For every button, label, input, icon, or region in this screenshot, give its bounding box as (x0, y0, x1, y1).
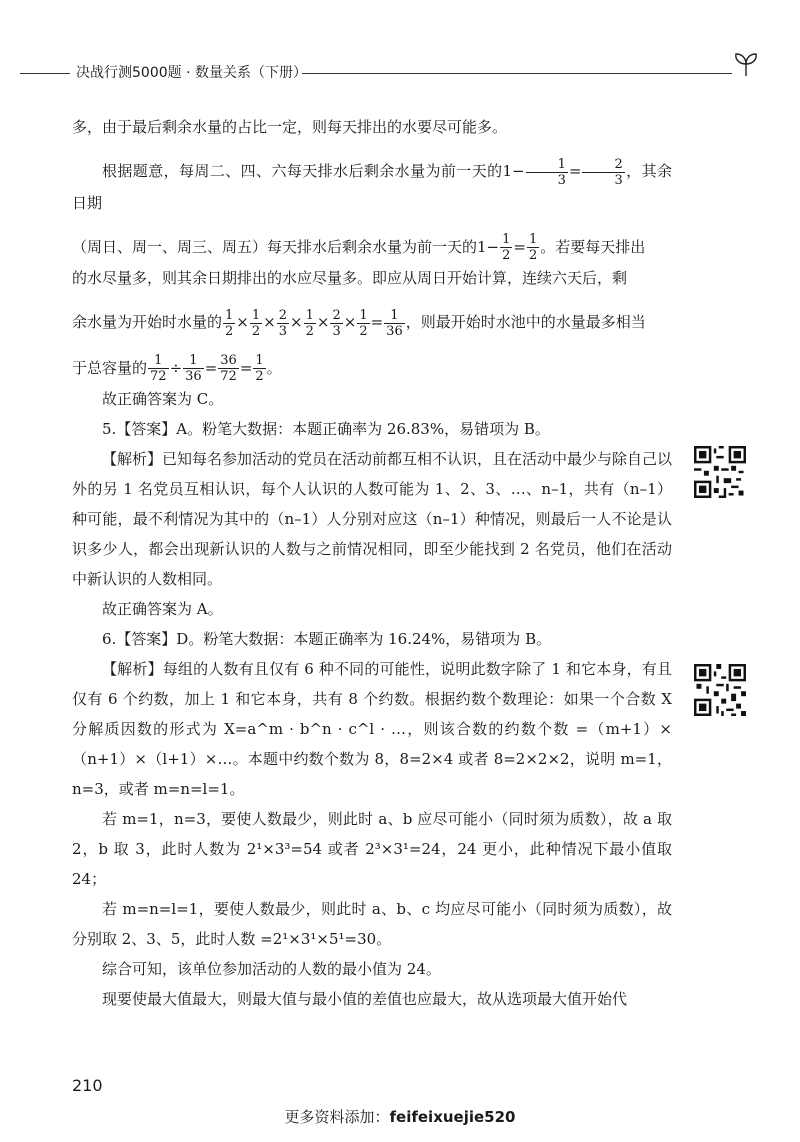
text-line: 若 m=1，n=3，要使人数最少，则此时 a、b 应尽可能小（同时须为质数），故 a 取 2，b 取 3，此时人数为 2¹×3³=54 或者 2³×3¹=24，24 更小，此种情况下最小值取 24； (72, 810, 672, 888)
denominator: 2 (251, 323, 261, 339)
page-number: 210 (72, 1076, 103, 1095)
answer-line: 5.【答案】A。粉笔大数据：本题正确率为 26.83%，易错项为 B。 (102, 420, 550, 438)
numerator: 1 (225, 307, 234, 323)
numerator: 1 (502, 232, 511, 247)
footer-note (0, 1106, 800, 1127)
numerator: 2 (278, 307, 288, 323)
text-line (72, 353, 672, 385)
fraction (500, 232, 512, 263)
math-text: × (343, 313, 357, 331)
fraction (277, 308, 289, 339)
text-span: 。 (266, 358, 282, 377)
text-line: 多，由于最后剩余水量的占比一定，则每天排出的水要尽可能多。 (72, 118, 508, 136)
denominator: 36 (386, 323, 403, 339)
text-line: 综合可知，该单位参加活动的人数的最小值为 24。 (102, 960, 441, 978)
fraction (148, 353, 169, 384)
fraction (218, 353, 239, 384)
numerator: 1 (384, 308, 405, 324)
denominator: 2 (305, 323, 314, 339)
denominator: 72 (220, 369, 237, 384)
numerator: 1 (255, 353, 264, 368)
math-text: 1− (477, 237, 500, 256)
math-text: = (239, 358, 253, 377)
answer-line: 6.【答案】D。粉笔大数据：本题正确率为 16.24%，易错项为 B。 (102, 630, 552, 648)
numerator: 2 (582, 157, 624, 173)
math-text: × (316, 313, 330, 331)
header-rule-left (20, 73, 70, 74)
numerator: 36 (220, 353, 237, 368)
math-text: × (290, 313, 303, 331)
numerator: 1 (359, 307, 368, 323)
text-line: 现要使最大值最大，则最大值与最小值的差值也应最大，故从选项最大值开始代 (102, 990, 628, 1008)
fraction (223, 308, 235, 339)
math-text: × (236, 313, 249, 331)
math-text: 1− (502, 162, 525, 180)
footer-handle: feifeixuejie520 (389, 1108, 516, 1126)
math-text: ÷ (169, 358, 183, 377)
denominator: 2 (255, 369, 264, 384)
denominator: 2 (225, 323, 234, 339)
text-span: 余水量为开始时水量的 (72, 313, 223, 331)
footer-prefix: 更多资料添加： (284, 1108, 390, 1126)
leaf-icon (732, 52, 760, 78)
text-line (72, 232, 672, 264)
running-header (0, 60, 800, 88)
math-text: × (263, 313, 276, 331)
text-span: 。若要每天排出 (540, 237, 646, 256)
text-line (72, 156, 672, 218)
denominator: 36 (185, 369, 202, 384)
fraction (250, 308, 262, 339)
denominator: 3 (332, 323, 341, 339)
numerator: 2 (332, 307, 341, 323)
qr-code-icon[interactable] (694, 446, 746, 498)
denominator: 3 (278, 323, 288, 339)
fraction (384, 308, 405, 339)
math-text: = (513, 237, 526, 256)
numerator: 1 (148, 353, 169, 369)
page-body (72, 112, 672, 1014)
denominator: 3 (614, 172, 623, 188)
text-span: ，则最开始时水池中的水量最多相当 (405, 313, 646, 331)
text-span: 于总容量的 (72, 358, 148, 377)
numerator: 1 (183, 353, 204, 369)
fraction (253, 353, 265, 384)
fraction (304, 308, 316, 339)
math-text: = (370, 313, 384, 331)
text-span: （周日、周一、周三、周五）每天排水后剩余水量为前一天的 (72, 237, 478, 256)
qr-code-icon[interactable] (694, 664, 746, 716)
analysis-paragraph: 【解析】每组的人数有且仅有 6 种不同的可能性，说明此数字除了 1 和它本身，有且仅有 6 个约数，加上 1 和它本身，共有 8 个约数。根据约数个数理论：如果一个合数 X 分解质因数的形式为 X=a^m · b^n · c^l · …，则该合数的约数个数 =（m+1）×（n+1）×（l+1）×…。本题中约数个数为 8，8=2×4 或者 8=2×2×2，说明 m=1，n=3，或者 m=n=l=1。 (72, 660, 672, 798)
fraction (527, 232, 539, 263)
fraction (357, 308, 369, 339)
fraction (526, 157, 568, 188)
math-text: = (204, 358, 218, 377)
text-line: 的水尽量多，则其余日期排出的水应尽量多。即应从周日开始计算，连续六天后，剩 (72, 269, 628, 287)
denominator: 2 (529, 248, 538, 263)
numerator: 1 (526, 157, 568, 173)
header-title: 决战行测5000题 · 数量关系（下册） (76, 65, 307, 81)
text-line: 故正确答案为 A。 (102, 600, 223, 618)
header-rule-right (302, 73, 732, 74)
math-text: = (568, 162, 582, 180)
numerator: 1 (251, 307, 261, 323)
denominator: 3 (557, 172, 566, 188)
numerator: 1 (305, 307, 314, 323)
denominator: 72 (150, 369, 167, 384)
fraction (582, 157, 624, 188)
numerator: 1 (529, 232, 538, 247)
text-line: 若 m=n=l=1，要使人数最少，则此时 a、b、c 均应尽可能小（同时须为质数），故分别取 2、3、5，此时人数 =2¹×3¹×5¹=30。 (72, 900, 672, 948)
denominator: 2 (502, 248, 511, 263)
fraction (330, 308, 342, 339)
fraction (183, 353, 204, 384)
text-span: 根据题意，每周二、四、六每天排水后剩余水量为前一天的 (102, 162, 503, 180)
text-line (72, 307, 672, 339)
text-line: 故正确答案为 C。 (102, 390, 224, 408)
analysis-paragraph: 【解析】已知每名参加活动的党员在活动前都互相不认识，且在活动中最少与除自己以外的另 1 名党员互相认识，每个人认识的人数可能为 1、2、3、…、n–1，共有（n–1）种可能，最不利情况为其中的（n–1）人分别对应这（n–1）种情况，则最后一人不论是认识多少人，都会出现新认识的人数与之前情况相同，即至少能找到 2 名党员，他们在活动中新认识的人数相同。 (72, 450, 673, 588)
denominator: 2 (359, 323, 368, 339)
text-span: ，其余日期 (72, 162, 672, 212)
